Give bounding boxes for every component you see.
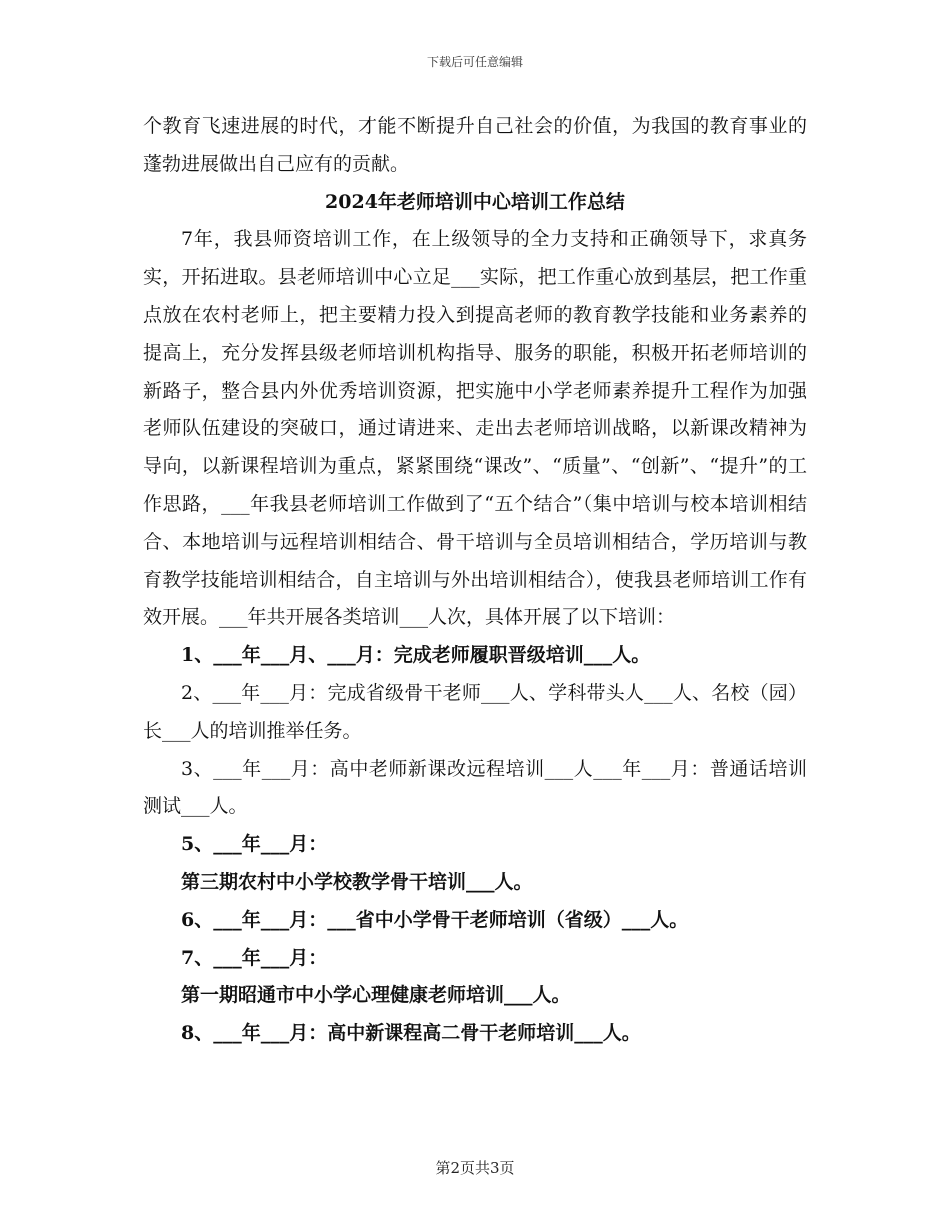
list-item-7-detail: 第一期昭通市中小学心理健康老师培训___人。 <box>181 984 571 1007</box>
section-title: 2024年老师培训中心培训工作总结 <box>325 190 625 213</box>
list-item-8: 8、___年___月：高中新课程高二骨干老师培训___人。 <box>181 1022 641 1045</box>
list-item-6: 6、___年___月：___省中小学骨干老师培训（省级）___人。 <box>181 908 689 931</box>
list-item-2: 2、___年___月：完成省级骨干老师___人、学科带头人___人、名校（园）长___人的培训推举任务。 <box>143 681 807 742</box>
page-header: 下载后可任意编辑 <box>426 55 523 69</box>
list-item-5-detail: 第三期农村中小学校教学骨干培训___人。 <box>181 870 533 893</box>
paragraph-summary: 7年，我县师资培训工作，在上级领导的全力支持和正确领导下，求真务实，开拓进取。县老师培训中心立足___实际，把工作重心放到基层，把工作重点放在农村老师上，把主要精力投入到提高老师的教育教学技能和业务素养的提高上，充分发挥县级老师培训机构指导、服务的职能，积极开拓老师培训的新路子，整合县内外优秀培训资源，把实施中小学老师素养提升工程作为加强老师队伍建设的突破口，通过请进来、走出去老师培训战略，以新课改精神为导向，以新课程培训为重点，紧紧围绕“课改”、“质量”、“创新”、“提升”的工作思路，___年我县老师培训工作做到了“五个结合”（集中培训与校本培训相结合、本地培训与远程培训相结合、骨干培训与全员培训相结合，学历培训与教育教学技能培训相结合，自主培训与外出培训相结合），使我县老师培训工作有效开展。___年共开展各类培训___人次，具体开展了以下培训： <box>143 228 807 629</box>
document-body <box>143 108 807 1053</box>
list-item-7: 7、___年___月： <box>181 946 328 969</box>
list-item-5: 5、___年___月： <box>181 833 328 856</box>
page-number: 第2页共3页 <box>435 1159 515 1177</box>
list-item-3: 3、___年___月：高中老师新课改远程培训___人___年___月：普通话培训测试___人。 <box>143 757 807 818</box>
list-item-1: 1、___年___月、___月：完成老师履职晋级培训___人。 <box>181 644 651 667</box>
paragraph-continuation: 个教育飞速进展的时代，才能不断提升自己社会的价值，为我国的教育事业的蓬勃进展做出自己应有的贡献。 <box>143 115 807 175</box>
